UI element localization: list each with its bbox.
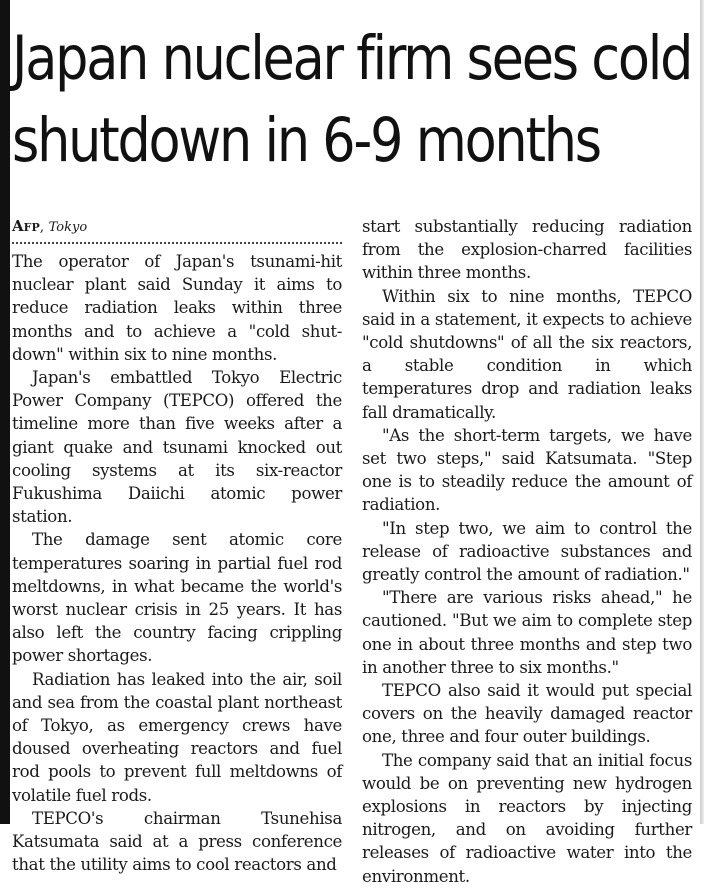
paragraph: "As the short-term targets, we have set two steps," said Katsumata. "Step one is to steadily reduce the amount of radiation. (362, 425, 692, 515)
paragraph: "In step two, we aim to control the release of radioactive substances and greatly control the amount of radiation." (362, 518, 692, 585)
right-page-edge (700, 0, 704, 824)
paragraph-continued: start substantially reducing radiation from the explosion-charred facilities within three months. (362, 217, 692, 283)
left-margin-bar (0, 0, 10, 824)
paragraph: "There are various risks ahead," he cautioned. "But we aim to complete step one in about three months and step two in another three to six months." (362, 588, 692, 677)
headline-line-1: Japan nuclear firm sees cold (12, 23, 692, 94)
byline-city: Tokyo (48, 220, 88, 235)
paragraph: TEPCO also said it would put special covers on the heavily damaged reactor one, three and four outer buildings. (362, 681, 692, 747)
headline-line-2: shutdown in 6-9 months (12, 105, 600, 176)
paragraph: TEPCO's chairman Tsunehisa Katsumata said at a press conference that the utility aims to cool reactors and (12, 808, 342, 875)
paragraph: The damage sent atomic core temperatures soaring in partial fuel rod meltdowns, in what became the world's worst nuclear crisis in 25 years. It has also left the country facing crippling power shortages. (12, 530, 342, 666)
headline (12, 18, 692, 182)
paragraph: Within six to nine months, TEPCO said in a statement, it expects to achieve "cold shutdowns" of all the six reactors, a stable condition in which temperatures drop and radiation leaks fall dramatically. (362, 286, 692, 422)
article-column-left (12, 215, 342, 876)
byline-agency: Afp (12, 217, 40, 235)
byline-separator: , (39, 219, 49, 235)
paragraph: The company said that an initial focus would be on preventing new hydrogen explosions in reactors by injecting nitrogen, and on avoiding further releases of radioactive water into the environment. (362, 750, 692, 886)
byline-divider (12, 242, 342, 244)
paragraph: The operator of Japan's tsunami-hit nuclear plant said Sunday it aims to reduce radiation leaks within three months and to achieve a "cold shut-down" within six to nine months. (12, 252, 342, 364)
byline (12, 215, 342, 237)
paragraph: Radiation has leaked into the air, soil and sea from the coastal plant northeast of Tokyo, as emergency crews have doused overheating reactors and fuel rod pools to prevent full meltdowns of volatile fuel rods. (12, 669, 342, 805)
paragraph: Japan's embattled Tokyo Electric Power Company (TEPCO) offered the timeline more than five weeks after a giant quake and tsunami knocked out cooling systems at its six-reactor Fukushima Daiichi atomic power station. (12, 368, 342, 527)
article-column-right (362, 215, 692, 888)
